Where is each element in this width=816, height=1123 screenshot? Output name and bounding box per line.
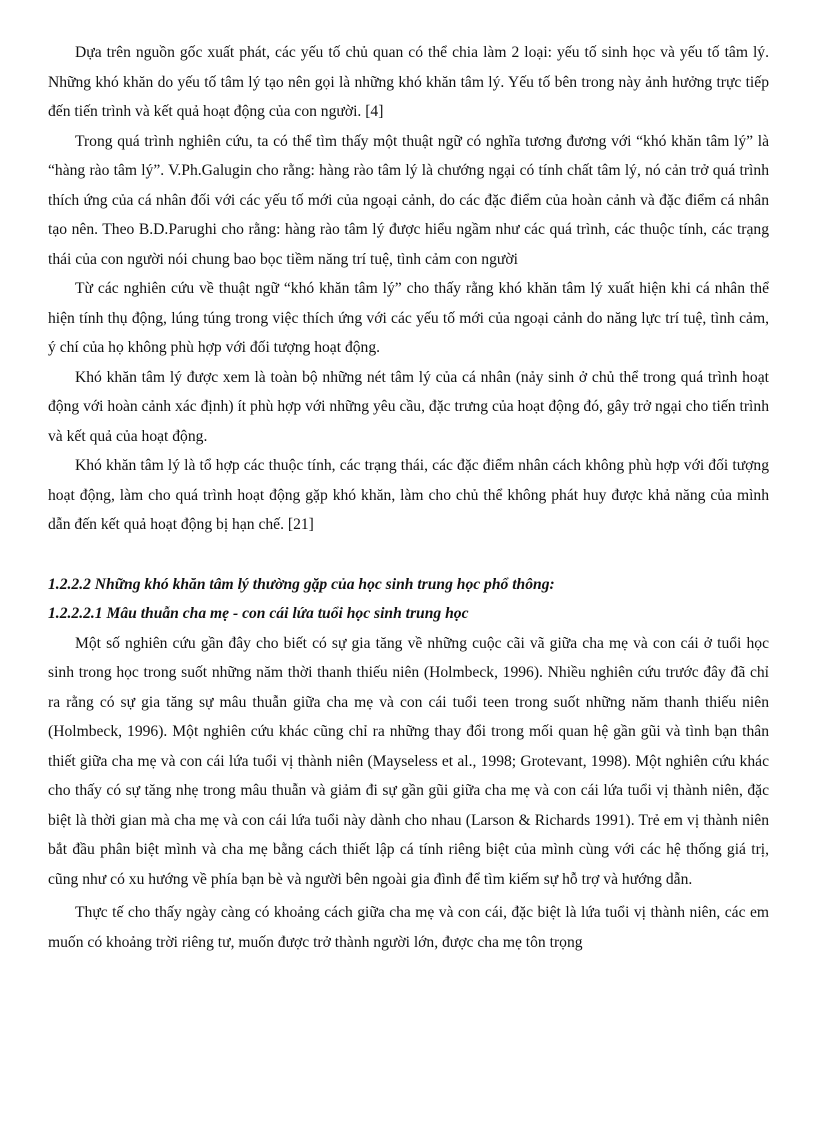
paragraph-definition-1: Khó khăn tâm lý được xem là toàn bộ những nét tâm lý của cá nhân (nảy sinh ở chủ thể trong quá trình hoạt động với hoàn cảnh xác định) ít phù hợp với những yêu cầu, đặc trưng của hoạt động đó, gây trở ngại cho tiến trình và kết quả của hoạt động. [48, 368, 769, 445]
paragraph-definition-2: Khó khăn tâm lý là tổ hợp các thuộc tính, các trạng thái, các đặc điểm nhân cách không phù hợp với đối tượng hoạt động, làm cho quá trình hoạt động gặp khó khăn, làm cho chủ thể không phát huy được khả năng của mình dẫn đến kết quả hoạt động bị hạn chế. [21] [48, 457, 769, 533]
document-page [48, 38, 769, 957]
paragraph-subjective-factors: Dựa trên nguồn gốc xuất phát, các yếu tố chủ quan có thể chia làm 2 loại: yếu tố sinh học và yếu tố tâm lý. Những khó khăn do yếu tố tâm lý tạo nên gọi là những khó khăn tâm lý. Yếu tố bên trong này ảnh hưởng trực tiếp đến tiến trình và kết quả hoạt động của con người. [4] [48, 44, 769, 120]
subsection-heading: 1.2.2.2.1 Mâu thuẫn cha mẹ - con cái lứa tuổi học sinh trung học [48, 605, 469, 622]
section-spacer [48, 540, 769, 570]
paragraph-term-research: Từ các nghiên cứu về thuật ngữ “khó khăn tâm lý” cho thấy rằng khó khăn tâm lý xuất hiện khi cá nhân thể hiện tính thụ động, lúng túng trong việc thích ứng với các yếu tố mới của ngoại cảnh do năng lực trí tuệ, tình cảm, ý chí của họ không phù hợp với đối tượng hoạt động. [48, 280, 769, 356]
paragraph-psychological-barrier: Trong quá trình nghiên cứu, ta có thể tìm thấy một thuật ngữ có nghĩa tương đương với “khó khăn tâm lý” là “hàng rào tâm lý”. V.Ph.Galugin cho rằng: hàng rào tâm lý là chướng ngại có tính chất tâm lý, nó cản trở quá trình thích ứng của cá nhân đối với các yếu tố mới của ngoại cảnh, do các đặc điểm của hoàn cảnh và đặc điểm cá nhân tạo nên. Theo B.D.Parughi cho rằng: hàng rào tâm lý được hiểu ngầm như các quá trình, các thuộc tính, các trạng thái của con người nói chung bao bọc tiềm năng trí tuệ, tình cảm con người [48, 132, 769, 268]
section-heading: 1.2.2.2 Những khó khăn tâm lý thường gặp của học sinh trung học phổ thông: [48, 575, 555, 593]
paragraph-reality-gap: Thực tế cho thấy ngày càng có khoảng cách giữa cha mẹ và con cái, đặc biệt là lứa tuổi vị thành niên, các em muốn có khoảng trời riêng tư, muốn được trở thành người lớn, được cha mẹ tôn trọng [48, 904, 769, 951]
paragraph-parent-child-conflict: Một số nghiên cứu gần đây cho biết có sự gia tăng về những cuộc cãi vã giữa cha mẹ và con cái ở tuổi học sinh trong học trong suốt những năm thời thanh thiếu niên (Holmbeck, 1996). Nhiều nghiên cứu trước đây đã chỉ ra rằng có sự gia tăng sự mâu thuẫn giữa cha mẹ và con cái tuổi teen trong suốt những năm thanh thiếu niên (Holmbeck, 1996). Một nghiên cứu khác cũng chỉ ra những thay đổi trong mối quan hệ gần gũi và tình bạn thân thiết giữa cha mẹ và con cái lứa tuổi vị thành niên (Mayseless et al., 1998; Grotevant, 1998). Một nghiên cứu khác cho thấy có sự tăng nhẹ trong mâu thuẫn và giảm đi sự gần gũi giữa cha mẹ và con cái lứa tuổi vị thành niên, đặc biệt là thời gian mà cha mẹ và con cái lứa tuổi này dành cho nhau (Larson & Richards 1991). Trẻ em vị thành niên bắt đầu phân biệt mình và cha mẹ bằng cách thiết lập cá tính riêng biệt của mình cùng với các hệ thống giá trị, cũng như có xu hướng về phía bạn bè và người bên ngoài gia đình để tìm kiếm sự hỗ trợ và hướng dẫn. [48, 634, 769, 888]
